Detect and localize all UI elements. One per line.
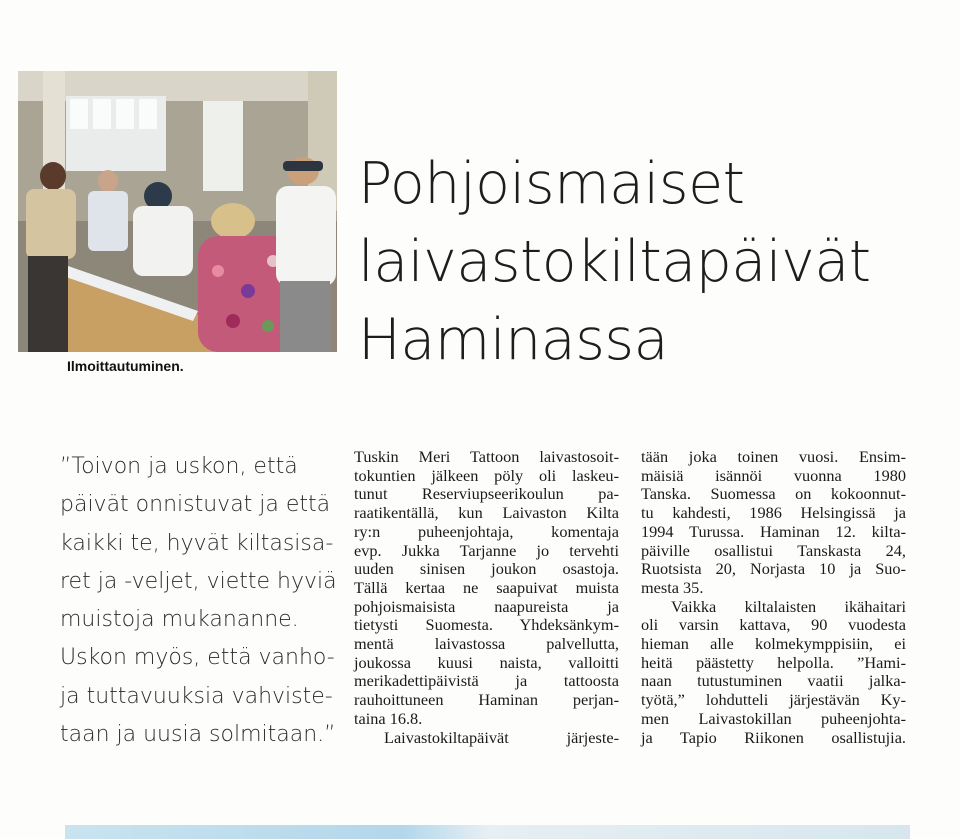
body-line: työtä,” lohdutteli järjestävän Ky- [641,690,906,710]
quote-line: Uskon myös, että vanho- [60,645,335,671]
body-line: raatikentällä, kun Laivaston Kilta [354,503,619,523]
body-line: Tuskin Meri Tattoon laivastosoit- [354,447,619,466]
body-line: naan tutustuminen vaatii jalka- [641,671,906,691]
body-line: Tanska. Suomessa on kokoonnut- [641,484,906,504]
body-line: oli varsin kattava, 90 vuodesta [641,615,906,635]
body-line: ry:n puheenjohtaja, komentaja [354,521,619,541]
quote-line: taan ja uusia solmitaan.” [60,722,336,748]
body-line: Tällä kertaa ne saapuivat muista [354,577,619,597]
body-line: tokuntien jälkeen pöly oli laskeu- [354,465,619,485]
title-line: Haminassa [358,307,669,373]
body-line: rauhoittuneen Haminan perjan- [354,690,619,710]
page-footer-band [65,825,910,839]
body-line: Laivastokiltapäivät järjeste- [384,727,619,747]
pull-quote [60,448,340,754]
body-line: mäisiä isännöi vuonna 1980 [641,465,906,485]
body-line: tietysti Suomesta. Yhdeksänkym- [354,615,619,635]
body-line: joukossa kuusi naista, valloitti [354,652,619,672]
body-line: mesta 35. [641,577,704,597]
body-line: Ruotsista 20, Norjasta 10 ja Suo- [641,559,906,579]
body-line: taina 16.8. [354,708,423,728]
body-line: 1994 Turussa. Haminan 12. kilta- [641,521,906,541]
body-line: heitä päästetty helpolla. ”Hami- [641,652,906,672]
body-line: hieman alle kolmekymppisiin, ei [641,634,906,654]
photo-caption: Ilmoittautuminen. [67,358,184,374]
body-column-2 [641,448,906,747]
body-line: mentä laivastossa palvellutta, [354,634,619,654]
article-title [358,145,938,379]
body-line: päiville osallistui Tanskasta 24, [641,540,906,560]
body-column-1 [354,448,619,747]
quote-line: muistoja mukananne. [60,607,299,633]
body-line: merikadettipäivistä ja tattoosta [354,671,619,691]
quote-line: ja tuttavuuksia vahviste- [60,683,333,709]
event-photo [18,71,337,352]
body-line: evp. Jukka Tarjanne jo tervehti [354,540,619,560]
event-photo-illustration [18,71,337,352]
quote-line: kaikki te, hyvät kiltasisa- [60,530,334,556]
quote-line: päivät onnistuvat ja että [60,492,331,518]
body-line: uuden sinisen joukon osastoja. [354,559,619,579]
title-line: Pohjoismaiset [358,151,745,217]
body-line: ja Tapio Riikonen osallistujia. [641,727,906,747]
body-line: men Laivastokillan puheenjohta- [641,708,906,728]
body-line: pohjoismaisista naapureista ja [354,596,619,616]
body-line: tu kahdesti, 1986 Helsingissä ja [641,503,906,523]
title-line: laivastokiltapäivät [358,229,871,295]
body-line: tunut Reserviupseerikoulun pa- [354,484,619,504]
quote-line: ”Toivon ja uskon, että [60,454,298,479]
body-line: Vaikka kiltalaisten ikähaitari [671,596,906,616]
quote-line: ret ja -veljet, viette hyviä [60,568,337,594]
body-line: tään joka toinen vuosi. Ensim- [641,447,906,466]
